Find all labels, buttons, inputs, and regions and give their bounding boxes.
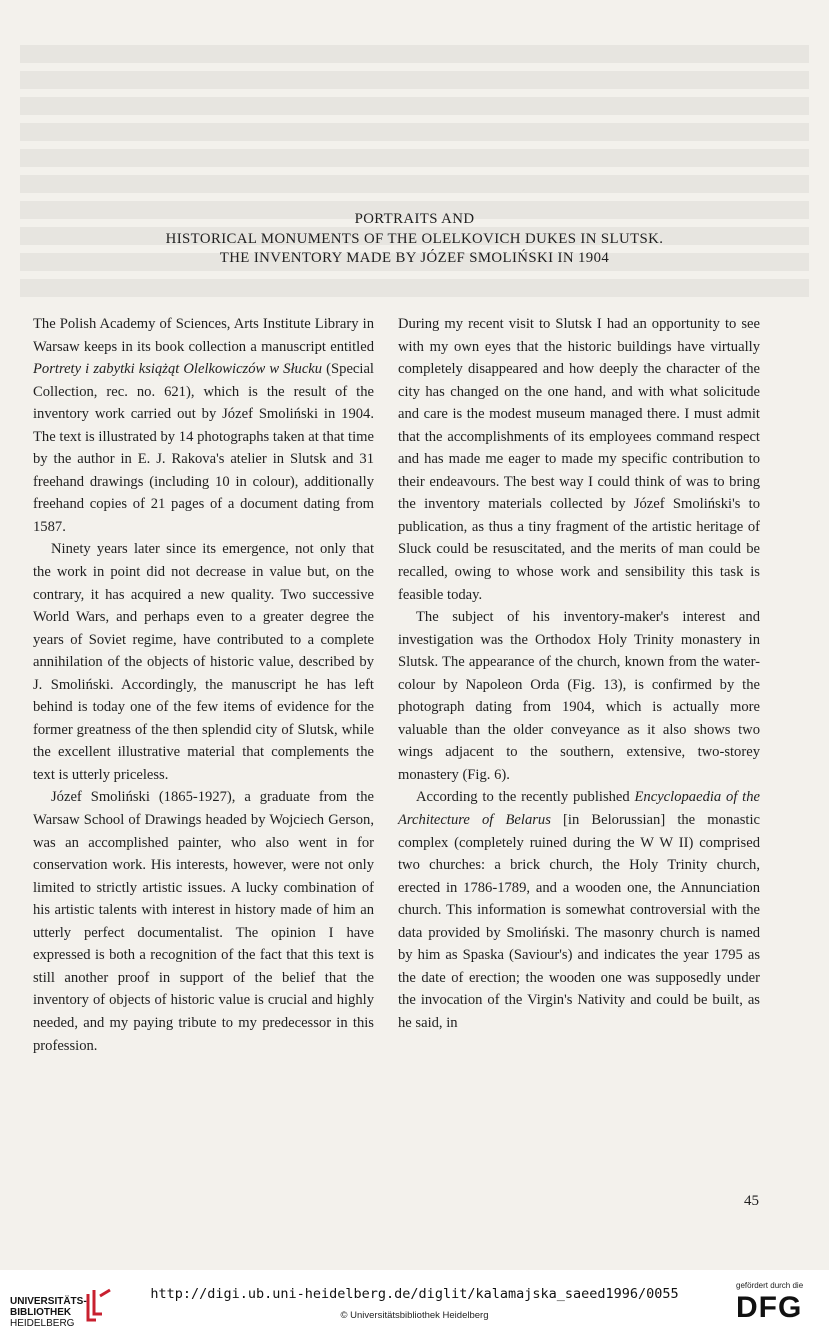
paragraph: According to the recently published Encyclopaedia of the Architecture of Belarus [in Belorussian] the monastic complex (completely ruined during the W W II) comprised two churches: a brick church, the Holy Trinity church, erected in 1786-1789, and a wooden one, the Annunciation church. This information is somewhat controversial with the data provided by Smoliński. The masonry church is named by him as Spaska (Saviour's) and indicates the year 1795 as the date of erection; the wooden one was supposedly under the invocation of the Virgin's Nativity and could be built, as he said, in [398,789,761,1031]
paragraph: Ninety years later since its emergence, not only that the work in point did not decrease in value but, on the contrary, it has acquired a new quality. Two successive World Wars, and perhaps even to a greater degree the years of Soviet regime, have contributed to a complete annihilation of the objects of historic value, described by J. Smoliński. Accordingly, the manuscript he has left behind is today one of the few items of evidence for the former greatness of the then splendid city of Slutsk, while the excellent illustrative material that complements the text is utterly priceless. [33,541,374,783]
bleed-through-text [0,45,829,315]
paragraph: The Polish Academy of Sciences, Arts Institute Library in Warsaw keeps in its book collection a manuscript entitled Portrety i zabytki książąt Olelkowiczów w Słucku (Special Collection, rec. no. 621), which is the result of the inventory work carried out by Józef Smoliński in 1904. The text is illustrated by 14 photographs taken at that time by the author in E. J. Rakova's atelier in Slutsk and 31 freehand drawings (including 10 in colour), additionally freehand copies of 21 pages of a document dating from 1587. [33,316,374,535]
library-name: UNIVERSITÄTS- BIBLIOTHEK HEIDELBERG [10,1296,87,1329]
title-line-2: HISTORICAL MONUMENTS OF THE OLELKOVICH DUKES IN SLUTSK. [165,230,664,247]
encyclopaedia-title: Encyclopaedia of the Architecture of Belarus [398,789,761,829]
manuscript-title: Portrety i zabytki książąt Olelkowiczów w Słucku [33,361,323,378]
paragraph: The subject of his inventory-maker's interest and investigation was the Orthodox Holy Trinity monastery in Slutsk. The appearance of the church, known from the water-colour by Napoleon Orda (Fig. 13), is confirmed by the photograph dating from 1904, which is actually more valuable than the older conveyance as it also shows two wings adjacent to the southern, extensive, two-storey monastery (Fig. 6). [398,609,760,783]
funder-caption: gefördert durch die [736,1281,804,1290]
permalink-link[interactable]: http://digi.ub.uni-heidelberg.de/diglit/kalamajska_saeed1996/0055 [150,1286,679,1302]
right-column [398,313,760,1035]
title-line-3: THE INVENTORY MADE BY JÓZEF SMOLIŃSKI IN 1904 [219,250,610,266]
title-line-1: PORTRAITS AND [354,211,475,227]
article-title [0,210,829,269]
left-column [33,313,374,1057]
paragraph: During my recent visit to Slutsk I had an opportunity to see with my own eyes that the historic buildings have virtually completely disappeared and how deeply the character of the city has changed on the one hand, and with what solicitude and care is the modest museum managed there. I must admit that the accomplishments of its employees command respect and has made me eager to made my specific contribution to their endeavours. The best way I could think of was to bring the inventory materials collected by Józef Smoliński's to publication, as thus a tiny fragment of the artistic heritage of Sluck could be resuscitated, and the merits of man could be recalled, owing to whose work and sensibility this task is feasible today. [398,316,760,603]
dfg-logo: DFG [736,1291,803,1324]
page-number: 45 [744,1193,759,1209]
paragraph: Józef Smoliński (1865-1927), a graduate from the Warsaw School of Drawings headed by Wojciech Gerson, was an accomplished painter, who also went in for conservation work. His interests, however, were not only limited to strictly artistic issues. A lucky combination of his artistic talents with interest in history made of him an utterly perfect documentalist. The opinion I have expressed is both a recognition of the fact that this text is still another proof in support of the belief that the inventory of objects of historic value is crucial and highly needed, and my paying tribute to my predecessor in this profession. [33,789,374,1054]
copyright-text: © Universitätsbibliothek Heidelberg [340,1310,489,1321]
